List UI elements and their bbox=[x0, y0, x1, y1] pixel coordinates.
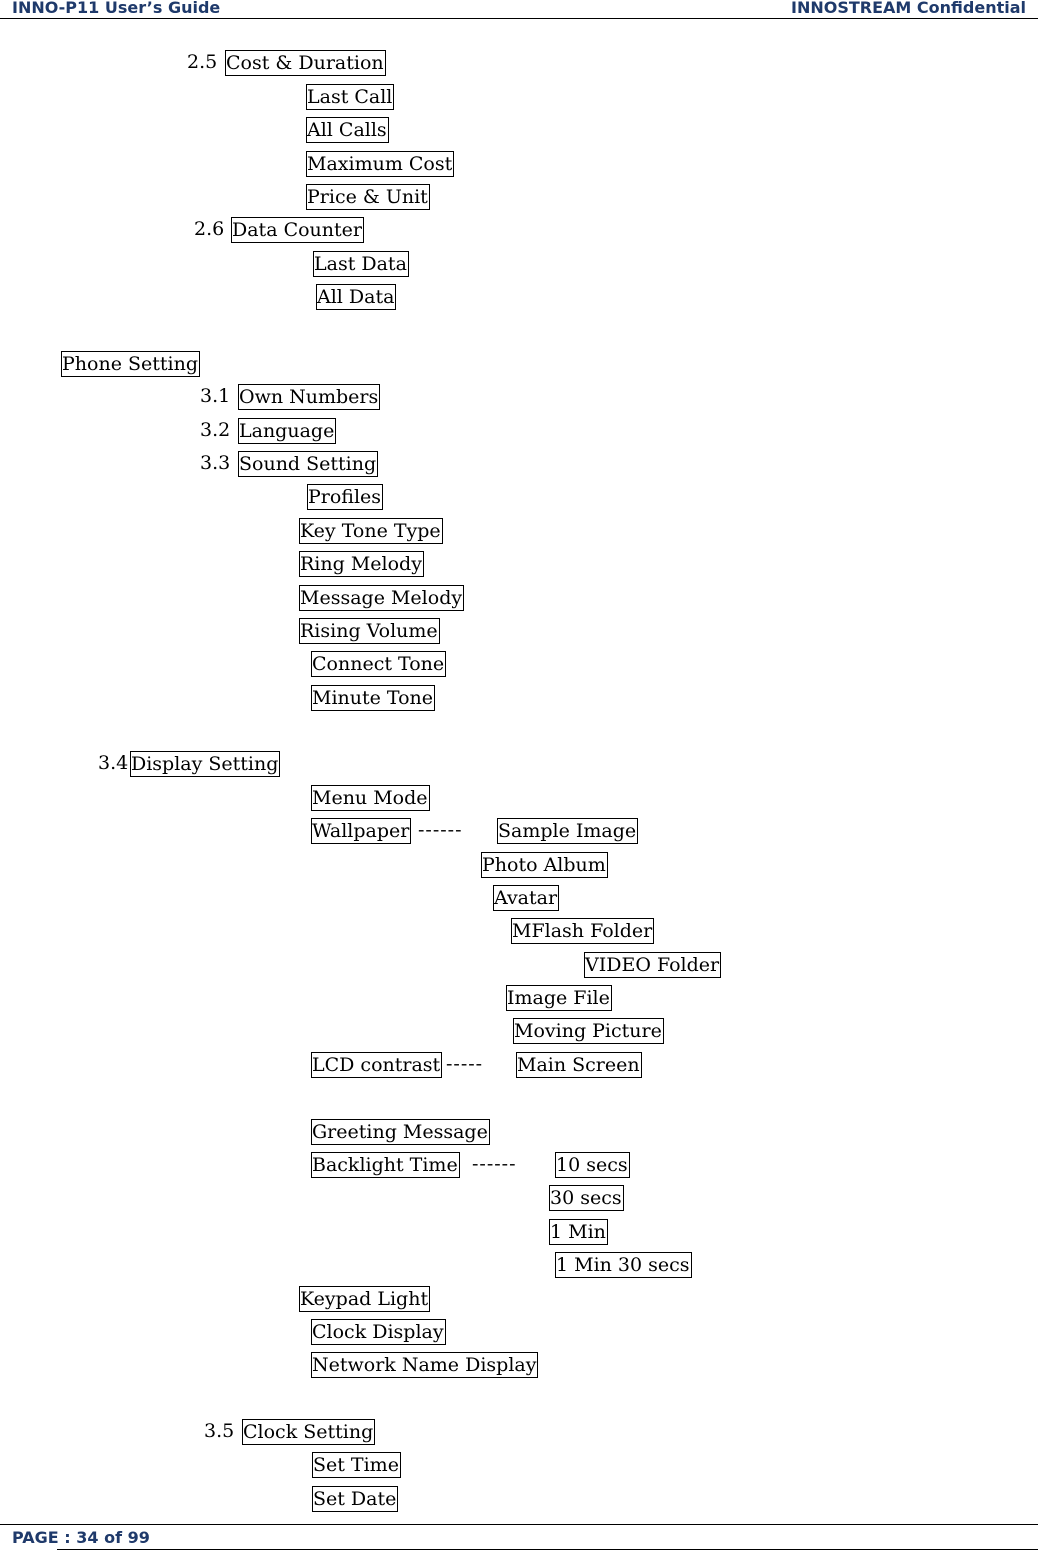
section-number: 3.3 bbox=[200, 452, 231, 474]
menu-item: Price & Unit bbox=[307, 186, 428, 208]
menu-item: Rising Volume bbox=[300, 620, 438, 642]
menu-item: Main Screen bbox=[517, 1054, 640, 1076]
menu-item: Profiles bbox=[308, 486, 382, 508]
menu-item: Photo Album bbox=[482, 854, 606, 876]
section-number: 3.2 bbox=[200, 419, 231, 441]
menu-item-clock-setting: Clock Setting bbox=[243, 1421, 374, 1443]
section-number: 2.6 bbox=[194, 218, 225, 240]
menu-item-data-counter: Data Counter bbox=[232, 219, 362, 241]
menu-item: Maximum Cost bbox=[307, 153, 453, 175]
menu-item: Message Melody bbox=[300, 587, 463, 609]
menu-item-phone-setting: Phone Setting bbox=[62, 353, 198, 375]
page-number: PAGE : 34 of 99 bbox=[12, 1528, 150, 1547]
menu-item-own-numbers: Own Numbers bbox=[239, 386, 379, 408]
menu-item: All Data bbox=[317, 286, 395, 308]
menu-item: Key Tone Type bbox=[300, 520, 441, 542]
page-footer bbox=[0, 1524, 1038, 1550]
page-header bbox=[0, 0, 1038, 19]
menu-item: Greeting Message bbox=[312, 1121, 488, 1143]
menu-item: Connect Tone bbox=[312, 653, 445, 675]
menu-item: Set Date bbox=[313, 1488, 397, 1510]
menu-item: Minute Tone bbox=[312, 687, 434, 709]
menu-item-cost-duration: Cost & Duration bbox=[226, 52, 384, 74]
connector-dashes: ------ bbox=[472, 1153, 517, 1175]
menu-item-display-setting: Display Setting bbox=[131, 753, 279, 775]
menu-item: All Calls bbox=[307, 119, 387, 141]
section-number: 3.1 bbox=[200, 385, 231, 407]
connector-dashes: ----- bbox=[446, 1053, 484, 1075]
menu-item: MFlash Folder bbox=[512, 920, 653, 942]
footer-rule bbox=[57, 1549, 1038, 1550]
menu-item: Network Name Display bbox=[312, 1354, 537, 1376]
menu-item: 30 secs bbox=[550, 1187, 622, 1209]
menu-item: Image File bbox=[507, 987, 610, 1009]
menu-item: Ring Melody bbox=[300, 553, 422, 575]
menu-item-wallpaper: Wallpaper bbox=[312, 820, 410, 842]
section-number: 3.4 bbox=[98, 752, 129, 774]
menu-item: Moving Picture bbox=[514, 1020, 662, 1042]
menu-item-lcd-contrast: LCD contrast bbox=[312, 1054, 441, 1076]
confidential-label: INNOSTREAM Confidential bbox=[791, 0, 1026, 17]
section-number: 2.5 bbox=[187, 51, 218, 73]
menu-item: 1 Min 30 secs bbox=[556, 1254, 690, 1276]
menu-item: Sample Image bbox=[498, 820, 637, 842]
menu-item: Clock Display bbox=[312, 1321, 444, 1343]
menu-item: 10 secs bbox=[556, 1154, 628, 1176]
menu-item-sound-setting: Sound Setting bbox=[239, 453, 377, 475]
menu-item: Menu Mode bbox=[312, 787, 428, 809]
menu-item-backlight-time: Backlight Time bbox=[312, 1154, 458, 1176]
footer-rule bbox=[0, 1524, 1038, 1525]
menu-item: Keypad Light bbox=[300, 1288, 429, 1310]
connector-dashes: ------ bbox=[418, 819, 463, 841]
menu-item: 1 Min bbox=[550, 1221, 606, 1243]
section-number: 3.5 bbox=[204, 1420, 235, 1442]
document-title: INNO-P11 User’s Guide bbox=[12, 0, 221, 17]
menu-item-language: Language bbox=[239, 420, 335, 442]
menu-item: Avatar bbox=[494, 887, 558, 909]
menu-item: VIDEO Folder bbox=[585, 954, 720, 976]
menu-item: Last Call bbox=[307, 86, 393, 108]
menu-item: Set Time bbox=[313, 1454, 399, 1476]
menu-item: Last Data bbox=[314, 253, 407, 275]
